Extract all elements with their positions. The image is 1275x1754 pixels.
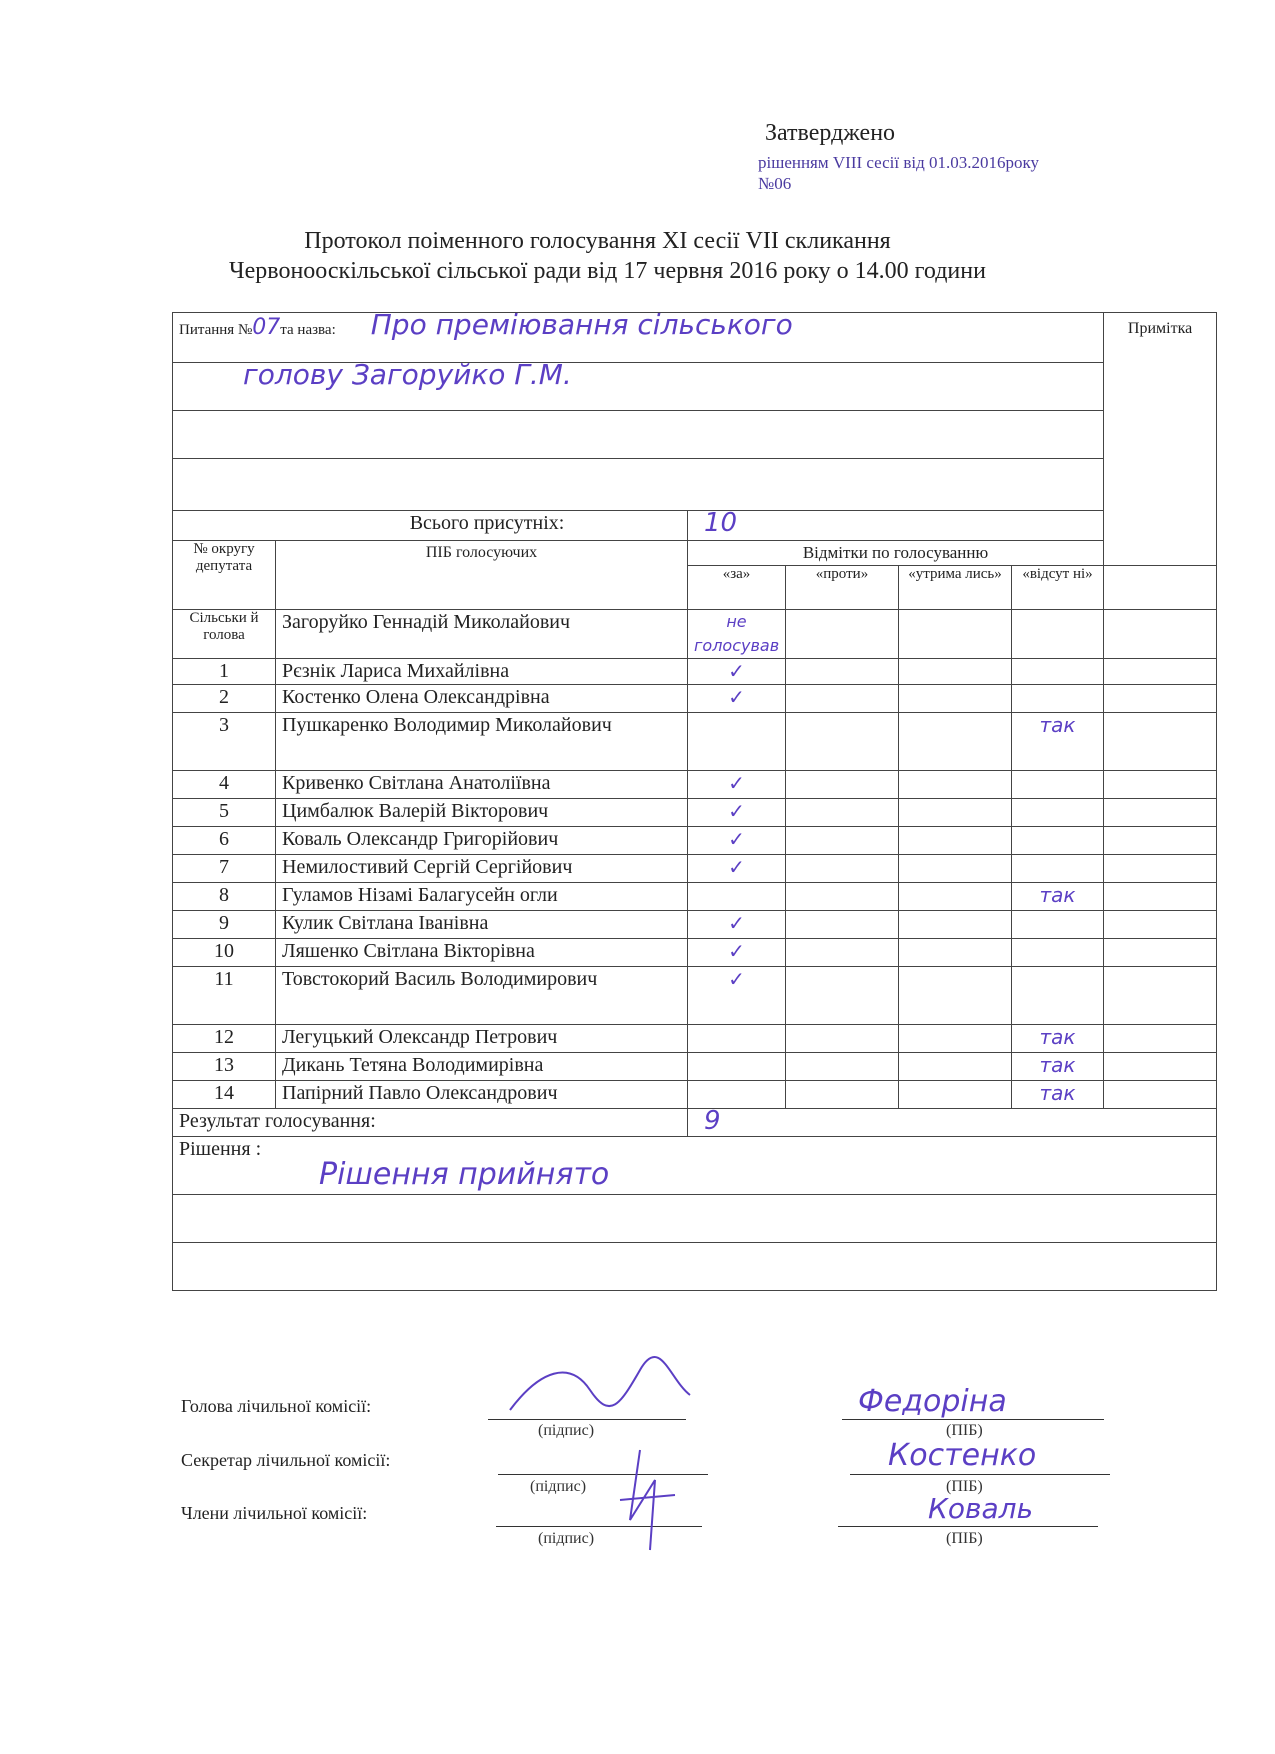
question-blank-row: [173, 459, 1104, 511]
chair-name: Федоріна: [858, 1384, 1007, 1419]
row-for: не голосував: [688, 610, 786, 659]
row-abstain: [899, 713, 1012, 771]
decision-value: Рішення прийнято: [319, 1157, 610, 1192]
row-note: [1104, 911, 1217, 939]
question-label-tail: та назва:: [280, 322, 336, 338]
row-note: [1104, 771, 1217, 799]
col-for: «за»: [688, 566, 786, 610]
row-against: [786, 827, 899, 855]
chair-sign-caption: (підпис): [538, 1422, 595, 1439]
row-for: [688, 1081, 786, 1109]
row-number: 12: [173, 1025, 276, 1053]
row-note: [1104, 713, 1217, 771]
row-number: 14: [173, 1081, 276, 1109]
row-number: 1: [173, 659, 276, 685]
row-against: [786, 771, 899, 799]
row-against: [786, 685, 899, 713]
approved-heading: Затверджено: [765, 120, 896, 146]
table-row: [173, 855, 1217, 883]
row-number: 5: [173, 799, 276, 827]
row-name: Немилостивий Сергій Сергійович: [276, 855, 688, 883]
row-note: [1104, 799, 1217, 827]
row-note: [1104, 827, 1217, 855]
row-abstain: [899, 827, 1012, 855]
row-for: ✓: [688, 771, 786, 799]
row-name: Легуцький Олександр Петрович: [276, 1025, 688, 1053]
table-row: [173, 713, 1217, 771]
row-name: Костенко Олена Олександрівна: [276, 685, 688, 713]
approval-line-2: №06: [758, 174, 792, 193]
row-absent: [1012, 659, 1104, 685]
members-name-line: [838, 1526, 1098, 1527]
row-abstain: [899, 610, 1012, 659]
row-number: 10: [173, 939, 276, 967]
row-abstain: [899, 939, 1012, 967]
decision-blank-row: [173, 1243, 1217, 1291]
members-signature: [600, 1440, 690, 1570]
row-for: ✓: [688, 911, 786, 939]
row-against: [786, 967, 899, 1025]
row-number: Сільськи й голова: [173, 610, 276, 659]
row-against: [786, 1081, 899, 1109]
row-for: ✓: [688, 659, 786, 685]
note-header: Примітка: [1104, 313, 1217, 566]
table-row: [173, 883, 1217, 911]
row-absent: так: [1012, 1081, 1104, 1109]
row-name: Кулик Світлана Іванівна: [276, 911, 688, 939]
result-value: 9: [704, 1106, 721, 1136]
question-number: 07: [252, 315, 281, 340]
row-note: [1104, 967, 1217, 1025]
table-row: [173, 799, 1217, 827]
row-absent: так: [1012, 713, 1104, 771]
members-name: Коваль: [928, 1492, 1034, 1525]
row-abstain: [899, 659, 1012, 685]
table-row: [173, 1081, 1217, 1109]
row-name: Дикань Тетяна Володимирівна: [276, 1053, 688, 1081]
table-row: [173, 939, 1217, 967]
col-against: «проти»: [786, 566, 899, 610]
row-name: Гуламов Нізамі Балагусейн огли: [276, 883, 688, 911]
approval-reference: [758, 152, 1039, 194]
row-name: Кривенко Світлана Анатоліївна: [276, 771, 688, 799]
row-number: 13: [173, 1053, 276, 1081]
secretary-name-line: [850, 1474, 1110, 1475]
voting-table: [172, 308, 1217, 1291]
row-name: Рєзнік Лариса Михайлівна: [276, 659, 688, 685]
row-against: [786, 659, 899, 685]
question-blank-row: [173, 411, 1104, 459]
row-name: Папірний Павло Олександрович: [276, 1081, 688, 1109]
members-label: Члени лічильної комісії:: [181, 1503, 368, 1523]
secretary-sign-caption: (підпис): [530, 1478, 587, 1495]
row-absent: [1012, 799, 1104, 827]
row-number: 4: [173, 771, 276, 799]
row-number: 8: [173, 883, 276, 911]
row-note: [1104, 883, 1217, 911]
row-note: [1104, 610, 1217, 659]
present-value-cell: [688, 508, 1104, 541]
row-number: 7: [173, 855, 276, 883]
row-number: 6: [173, 827, 276, 855]
row-for: [688, 883, 786, 911]
approval-line-1: рішенням VIII сесії від 01.03.2016року: [758, 153, 1040, 172]
result-label: Результат голосування:: [173, 1109, 688, 1137]
col-name: ПІБ голосуючих: [276, 541, 688, 610]
row-abstain: [899, 771, 1012, 799]
question-cell: [173, 308, 1104, 363]
question-name-cell-2: [173, 358, 1104, 411]
row-absent: [1012, 911, 1104, 939]
chair-label: Голова лічильної комісії:: [181, 1396, 372, 1416]
row-abstain: [899, 1081, 1012, 1109]
row-name: Загоруйко Геннадій Миколайович: [276, 610, 688, 659]
secretary-name: Костенко: [888, 1438, 1037, 1473]
row-absent: [1012, 827, 1104, 855]
members-name-caption: (ПІБ): [946, 1530, 983, 1547]
col-district: № округу депутата: [173, 541, 276, 610]
row-for: ✓: [688, 967, 786, 1025]
chair-signature: [500, 1350, 700, 1420]
row-against: [786, 911, 899, 939]
secretary-name-caption: (ПІБ): [946, 1478, 983, 1495]
row-absent: [1012, 610, 1104, 659]
chair-name-line: [842, 1419, 1104, 1420]
row-absent: [1012, 939, 1104, 967]
secretary-label: Секретар лічильної комісії:: [181, 1450, 391, 1470]
row-for: ✓: [688, 685, 786, 713]
row-abstain: [899, 1025, 1012, 1053]
question-name-line-1: Про преміювання сільського: [370, 308, 793, 341]
decision-cell: [173, 1137, 1217, 1195]
row-abstain: [899, 799, 1012, 827]
row-against: [786, 799, 899, 827]
row-abstain: [899, 911, 1012, 939]
voting-rows: [173, 610, 1217, 1109]
row-abstain: [899, 1053, 1012, 1081]
row-against: [786, 610, 899, 659]
row-name: Ляшенко Світлана Вікторівна: [276, 939, 688, 967]
col-abstain: «утрима лись»: [899, 566, 1012, 610]
result-value-cell: [688, 1106, 1217, 1137]
protocol-title: Протокол поіменного голосування XI сесії VII скликання: [304, 228, 891, 254]
row-for: ✓: [688, 827, 786, 855]
decision-label: Рішення :: [179, 1138, 262, 1160]
row-against: [786, 1025, 899, 1053]
table-row: [173, 827, 1217, 855]
row-note: [1104, 1025, 1217, 1053]
row-note: [1104, 1053, 1217, 1081]
table-row: [173, 610, 1217, 659]
question-label: Питання №: [179, 322, 253, 338]
row-absent: так: [1012, 1053, 1104, 1081]
row-against: [786, 883, 899, 911]
table-row: [173, 911, 1217, 939]
table-row: [173, 771, 1217, 799]
row-against: [786, 939, 899, 967]
row-number: 9: [173, 911, 276, 939]
row-absent: [1012, 771, 1104, 799]
row-for: ✓: [688, 855, 786, 883]
present-label: Всього присутніх:: [173, 511, 688, 541]
table-row: [173, 659, 1217, 685]
row-absent: так: [1012, 883, 1104, 911]
col-absent: «відсут ні»: [1012, 566, 1104, 610]
row-number: 3: [173, 713, 276, 771]
row-abstain: [899, 855, 1012, 883]
row-absent: [1012, 967, 1104, 1025]
row-name: Пушкаренко Володимир Миколайович: [276, 713, 688, 771]
row-absent: так: [1012, 1025, 1104, 1053]
row-for: [688, 1053, 786, 1081]
row-against: [786, 1053, 899, 1081]
table-row: [173, 967, 1217, 1025]
row-for: [688, 1025, 786, 1053]
row-note: [1104, 659, 1217, 685]
row-name: Товстокорий Василь Володимирович: [276, 967, 688, 1025]
row-abstain: [899, 967, 1012, 1025]
table-row: [173, 1025, 1217, 1053]
present-value: 10: [704, 508, 738, 538]
row-for: [688, 713, 786, 771]
row-note: [1104, 939, 1217, 967]
row-absent: [1012, 855, 1104, 883]
row-note: [1104, 1081, 1217, 1109]
row-note: [1104, 685, 1217, 713]
table-row: [173, 685, 1217, 713]
row-name: Цимбалюк Валерій Вікторович: [276, 799, 688, 827]
question-name-line-2: голову Загоруйко Г.М.: [243, 358, 572, 391]
table-row: [173, 1053, 1217, 1081]
row-name: Коваль Олександр Григорійович: [276, 827, 688, 855]
row-against: [786, 713, 899, 771]
decision-blank-row: [173, 1195, 1217, 1243]
note-cell: [1104, 566, 1217, 610]
row-abstain: [899, 685, 1012, 713]
row-for: ✓: [688, 799, 786, 827]
chair-name-caption: (ПІБ): [946, 1422, 983, 1439]
row-number: 2: [173, 685, 276, 713]
row-number: 11: [173, 967, 276, 1025]
col-marks: Відмітки по голосуванню: [688, 541, 1104, 566]
row-note: [1104, 855, 1217, 883]
members-sign-caption: (підпис): [538, 1530, 595, 1547]
row-absent: [1012, 685, 1104, 713]
row-abstain: [899, 883, 1012, 911]
protocol-subtitle: Червонооскільської сільської ради від 17 червня 2016 року о 14.00 години: [229, 258, 986, 284]
row-for: ✓: [688, 939, 786, 967]
row-against: [786, 855, 899, 883]
